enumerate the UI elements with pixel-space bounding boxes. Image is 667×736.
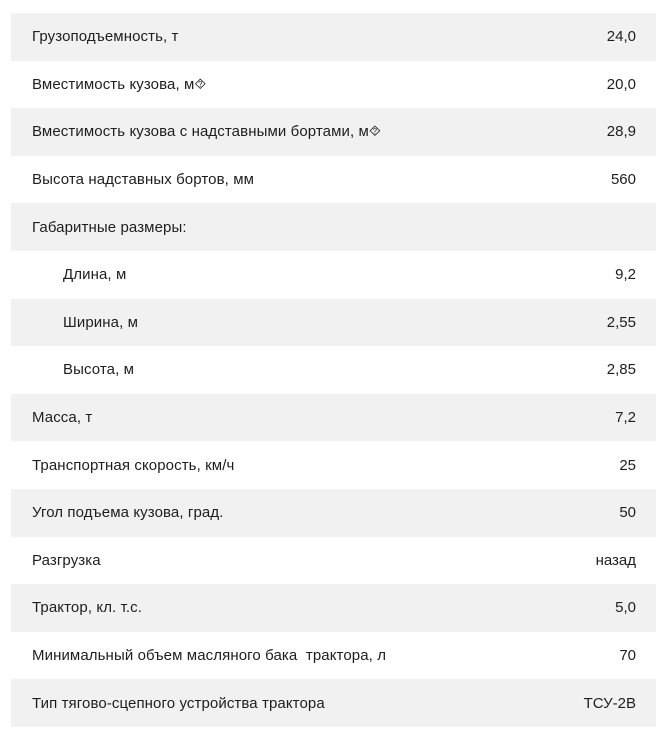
spec-row-side-height bbox=[11, 156, 656, 204]
spec-value: назад bbox=[595, 551, 636, 569]
spec-label: Высота надставных бортов, мм bbox=[32, 171, 255, 189]
spec-label: Вместимость кузова, м⯑ bbox=[32, 75, 207, 93]
spec-value: 28,9 bbox=[606, 123, 636, 141]
spec-value: 2,85 bbox=[606, 361, 636, 379]
spec-row-width bbox=[11, 299, 656, 347]
spec-value: 9,2 bbox=[615, 266, 636, 284]
spec-label: Разгрузка bbox=[32, 551, 101, 569]
spec-value: 24,0 bbox=[606, 28, 636, 46]
spec-row-transport-speed bbox=[11, 441, 656, 489]
spec-label: Габаритные размеры: bbox=[32, 218, 187, 236]
spec-label: Минимальный объем масляного бака трактора, л bbox=[32, 647, 387, 665]
spec-value: 70 bbox=[619, 647, 636, 665]
spec-row-mass bbox=[11, 394, 656, 442]
spec-row-lift-angle bbox=[11, 489, 656, 537]
spec-row-oil-tank bbox=[11, 632, 656, 680]
spec-value: 50 bbox=[619, 504, 636, 522]
spec-label: Высота, м bbox=[63, 361, 135, 379]
spec-value: ТСУ-2В bbox=[583, 694, 636, 712]
spec-label: Грузоподъемность, т bbox=[32, 28, 179, 46]
spec-label: Ширина, м bbox=[63, 313, 139, 331]
spec-table bbox=[11, 13, 656, 727]
spec-label: Тип тягово-сцепного устройства трактора bbox=[32, 694, 325, 712]
spec-row-length bbox=[11, 251, 656, 299]
spec-value: 25 bbox=[619, 456, 636, 474]
spec-row-height bbox=[11, 346, 656, 394]
spec-label: Угол подъема кузова, град. bbox=[32, 504, 224, 522]
spec-value: 20,0 bbox=[606, 75, 636, 93]
spec-row-hitch-type bbox=[11, 679, 656, 727]
spec-value: 2,55 bbox=[606, 313, 636, 331]
spec-label: Длина, м bbox=[63, 266, 127, 284]
spec-label: Масса, т bbox=[32, 409, 93, 427]
spec-value: 7,2 bbox=[615, 409, 636, 427]
spec-value: 5,0 bbox=[615, 599, 636, 617]
spec-label: Транспортная скорость, км/ч bbox=[32, 456, 235, 474]
spec-label: Трактор, кл. т.с. bbox=[32, 599, 143, 617]
spec-value: 560 bbox=[610, 171, 636, 189]
spec-row-load-capacity bbox=[11, 13, 656, 61]
spec-row-body-capacity-extended bbox=[11, 108, 656, 156]
spec-row-dimensions-header bbox=[11, 203, 656, 251]
spec-row-body-capacity bbox=[11, 61, 656, 109]
spec-label: Вместимость кузова с надставными бортами, м⯑ bbox=[32, 123, 381, 141]
spec-row-tractor-class bbox=[11, 584, 656, 632]
spec-row-unloading bbox=[11, 537, 656, 585]
